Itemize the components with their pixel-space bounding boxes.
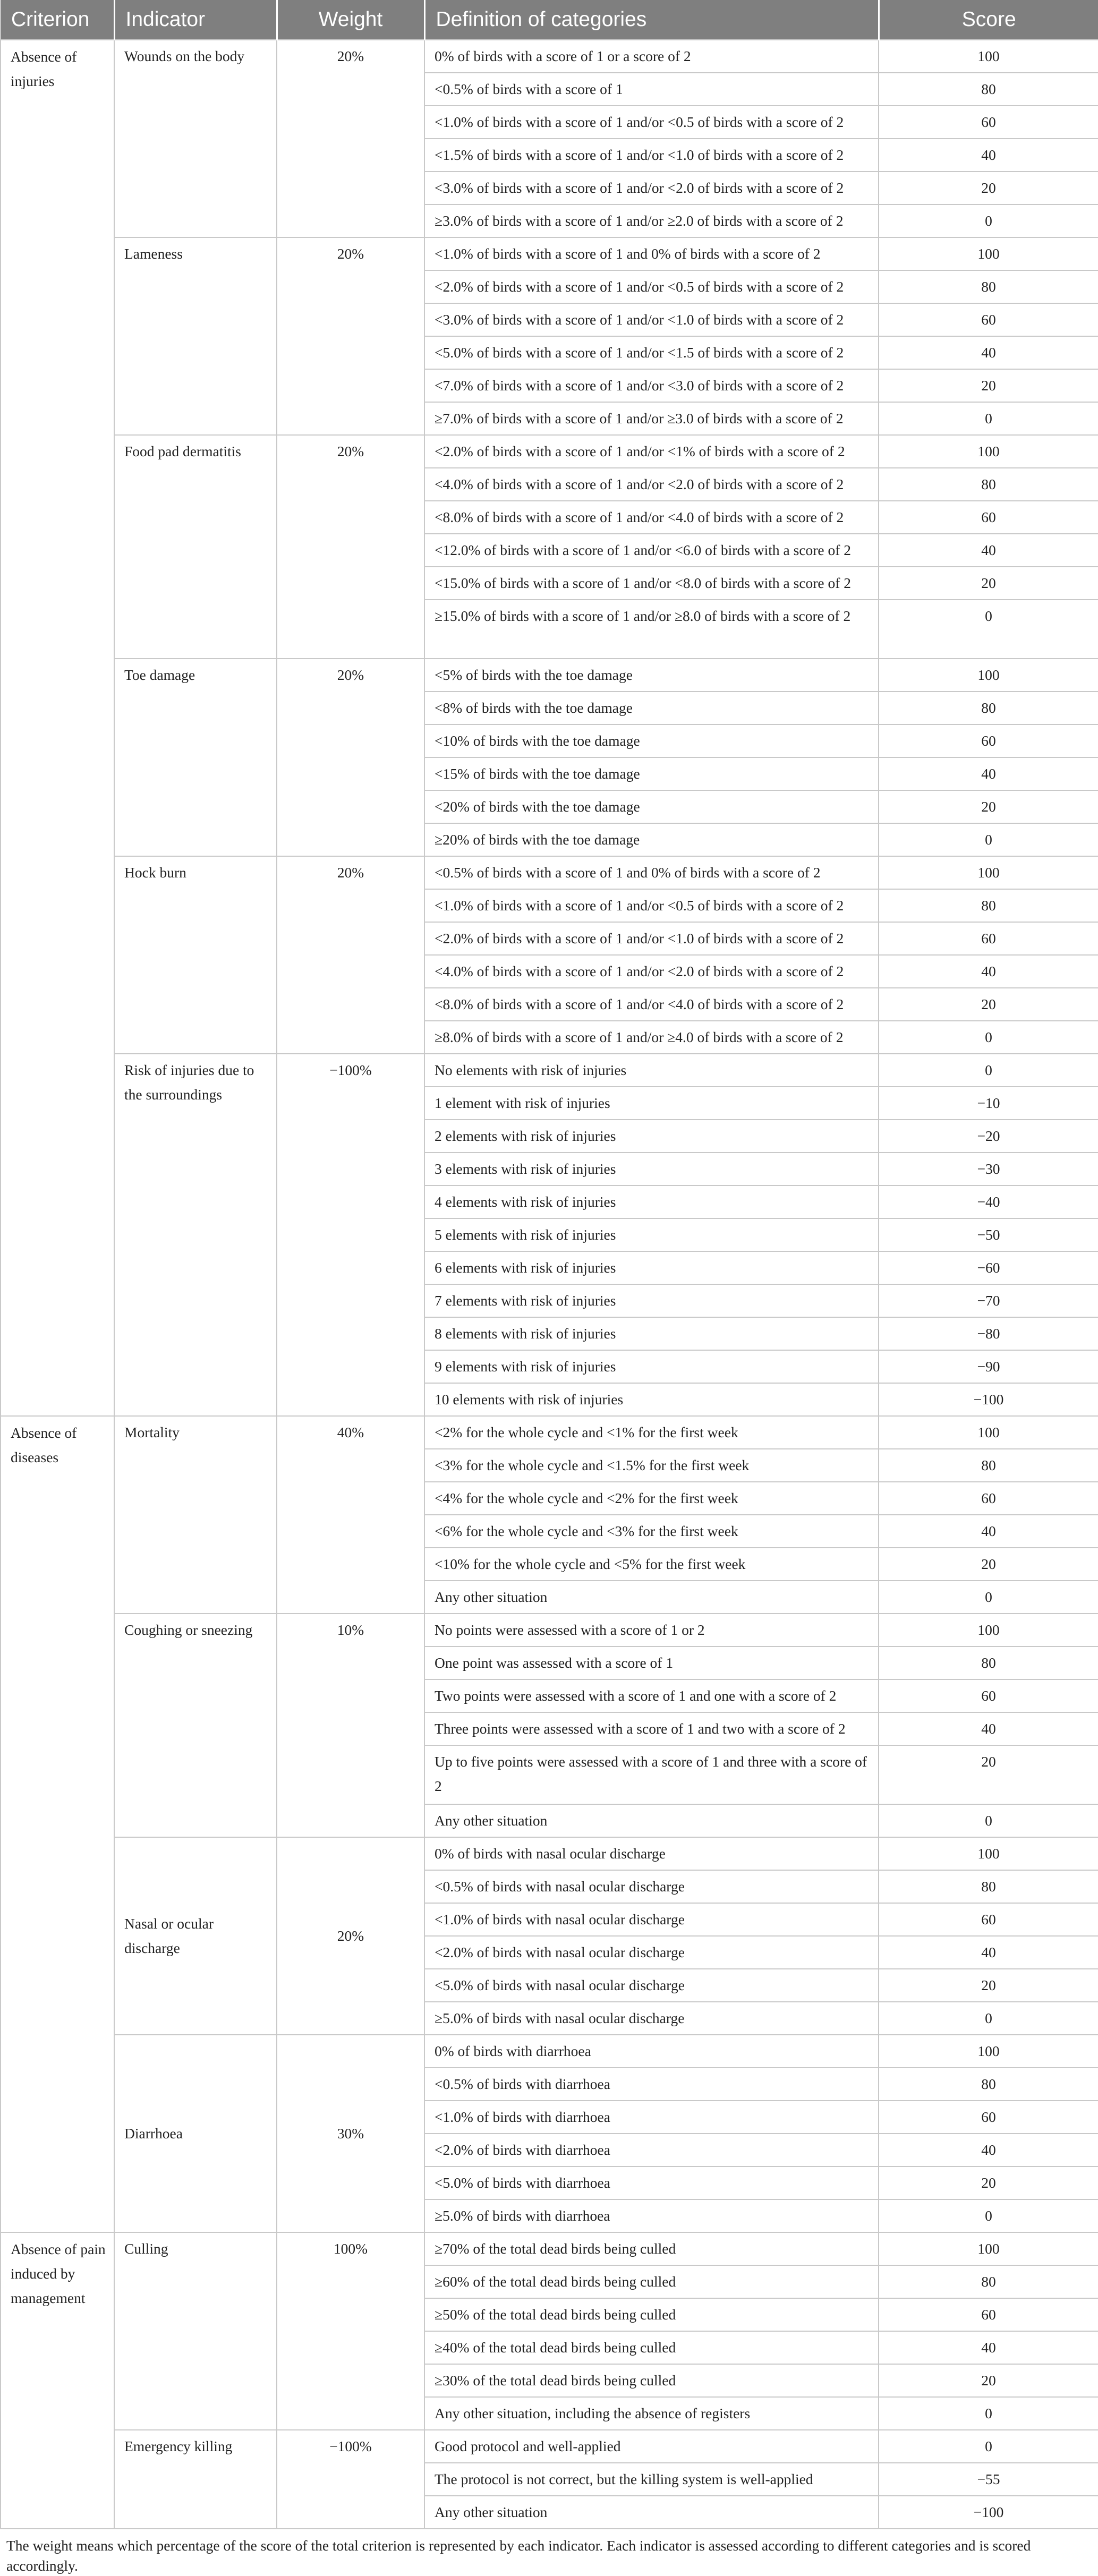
score-cell: 80 bbox=[879, 73, 1098, 106]
score-cell: 20 bbox=[879, 1969, 1098, 2002]
score-cell: 20 bbox=[879, 790, 1098, 823]
indicator-cell: Food pad dermatitis bbox=[114, 435, 277, 659]
header-score: Score bbox=[879, 0, 1098, 40]
definition-cell: <2.0% of birds with a score of 1 and/or <0.5 of birds with a score of 2 bbox=[424, 270, 879, 303]
score-cell: 60 bbox=[879, 303, 1098, 336]
score-cell: 100 bbox=[879, 237, 1098, 270]
score-cell: 60 bbox=[879, 922, 1098, 955]
score-cell: 100 bbox=[879, 2035, 1098, 2068]
score-cell: −20 bbox=[879, 1120, 1098, 1153]
score-cell: 0 bbox=[879, 1021, 1098, 1054]
score-cell: 60 bbox=[879, 1679, 1098, 1712]
weight-cell: 20% bbox=[277, 856, 424, 1054]
criterion-cell: Absence of injuries bbox=[1, 40, 114, 1416]
score-cell: 20 bbox=[879, 369, 1098, 402]
indicator-cell: Coughing or sneezing bbox=[114, 1614, 277, 1837]
indicator-cell: Culling bbox=[114, 2232, 277, 2430]
table-row bbox=[1, 659, 1098, 692]
definition-cell: <5.0% of birds with nasal ocular discharge bbox=[424, 1969, 879, 2002]
weight-cell: 20% bbox=[277, 237, 424, 435]
table-row bbox=[1, 1054, 1098, 1087]
score-cell: 60 bbox=[879, 1903, 1098, 1936]
definition-cell: ≥70% of the total dead birds being culled bbox=[424, 2232, 879, 2265]
score-cell: 80 bbox=[879, 1870, 1098, 1903]
indicator-cell: Toe damage bbox=[114, 659, 277, 856]
score-cell: −90 bbox=[879, 1350, 1098, 1383]
definition-cell: <3.0% of birds with a score of 1 and/or <1.0 of birds with a score of 2 bbox=[424, 303, 879, 336]
definition-cell: <5.0% of birds with diarrhoea bbox=[424, 2166, 879, 2199]
weight-cell: 20% bbox=[277, 659, 424, 856]
header-indicator: Indicator bbox=[114, 0, 277, 40]
table-row bbox=[1, 1416, 1098, 1449]
definition-cell: 7 elements with risk of injuries bbox=[424, 1284, 879, 1317]
table-row bbox=[1, 2430, 1098, 2463]
score-cell: 80 bbox=[879, 889, 1098, 922]
definition-cell: <1.0% of birds with diarrhoea bbox=[424, 2101, 879, 2134]
definition-cell: ≥20% of birds with the toe damage bbox=[424, 823, 879, 856]
table-row bbox=[1, 2232, 1098, 2265]
score-cell: 80 bbox=[879, 468, 1098, 501]
score-cell: 0 bbox=[879, 600, 1098, 659]
table-row bbox=[1, 856, 1098, 889]
criterion-cell: Absence of pain induced by management bbox=[1, 2232, 114, 2529]
weight-cell: 10% bbox=[277, 1614, 424, 1837]
score-cell: 0 bbox=[879, 2430, 1098, 2463]
indicator-cell: Nasal or ocular discharge bbox=[114, 1837, 277, 2035]
weight-cell: −100% bbox=[277, 1054, 424, 1416]
score-cell: 40 bbox=[879, 955, 1098, 988]
definition-cell: The protocol is not correct, but the killing system is well-applied bbox=[424, 2463, 879, 2496]
definition-cell: <10% for the whole cycle and <5% for the first week bbox=[424, 1548, 879, 1581]
definition-cell: <15.0% of birds with a score of 1 and/or <8.0 of birds with a score of 2 bbox=[424, 567, 879, 600]
score-cell: 20 bbox=[879, 567, 1098, 600]
definition-cell: <1.0% of birds with a score of 1 and/or <0.5 of birds with a score of 2 bbox=[424, 106, 879, 139]
score-cell: 40 bbox=[879, 757, 1098, 790]
score-cell: 0 bbox=[879, 1804, 1098, 1837]
weight-cell: 20% bbox=[277, 1837, 424, 2035]
score-cell: 80 bbox=[879, 270, 1098, 303]
score-cell: 0 bbox=[879, 2199, 1098, 2232]
definition-cell: ≥30% of the total dead birds being culled bbox=[424, 2364, 879, 2397]
criterion-cell: Absence of diseases bbox=[1, 1416, 114, 2232]
header-criterion: Criterion bbox=[1, 0, 114, 40]
definition-cell: <0.5% of birds with a score of 1 and 0% of birds with a score of 2 bbox=[424, 856, 879, 889]
weight-cell: 100% bbox=[277, 2232, 424, 2430]
score-cell: 20 bbox=[879, 1548, 1098, 1581]
table-row bbox=[1, 40, 1098, 73]
score-cell: −60 bbox=[879, 1251, 1098, 1284]
score-cell: −70 bbox=[879, 1284, 1098, 1317]
score-cell: 40 bbox=[879, 336, 1098, 369]
score-cell: 100 bbox=[879, 659, 1098, 692]
score-cell: 80 bbox=[879, 2068, 1098, 2101]
table-row bbox=[1, 1837, 1098, 1870]
definition-cell: ≥7.0% of birds with a score of 1 and/or ≥3.0 of birds with a score of 2 bbox=[424, 402, 879, 435]
score-cell: 60 bbox=[879, 2298, 1098, 2331]
indicator-cell: Risk of injuries due to the surroundings bbox=[114, 1054, 277, 1416]
definition-cell: <2% for the whole cycle and <1% for the first week bbox=[424, 1416, 879, 1449]
score-cell: 0 bbox=[879, 1581, 1098, 1614]
definition-cell: <20% of birds with the toe damage bbox=[424, 790, 879, 823]
weight-cell: 30% bbox=[277, 2035, 424, 2232]
score-cell: 60 bbox=[879, 2101, 1098, 2134]
definition-cell: <4.0% of birds with a score of 1 and/or <2.0 of birds with a score of 2 bbox=[424, 468, 879, 501]
weight-cell: 40% bbox=[277, 1416, 424, 1614]
weight-cell: −100% bbox=[277, 2430, 424, 2529]
definition-cell: <5.0% of birds with a score of 1 and/or <1.5 of birds with a score of 2 bbox=[424, 336, 879, 369]
score-cell: 80 bbox=[879, 1449, 1098, 1482]
definition-cell: <12.0% of birds with a score of 1 and/or <6.0 of birds with a score of 2 bbox=[424, 534, 879, 567]
definition-cell: <2.0% of birds with a score of 1 and/or <1% of birds with a score of 2 bbox=[424, 435, 879, 468]
definition-cell: 0% of birds with nasal ocular discharge bbox=[424, 1837, 879, 1870]
score-cell: 40 bbox=[879, 1515, 1098, 1548]
definition-cell: ≥60% of the total dead birds being culled bbox=[424, 2265, 879, 2298]
score-cell: 60 bbox=[879, 724, 1098, 757]
definition-cell: <10% of birds with the toe damage bbox=[424, 724, 879, 757]
definition-cell: <1.0% of birds with a score of 1 and 0% of birds with a score of 2 bbox=[424, 237, 879, 270]
definition-cell: <8.0% of birds with a score of 1 and/or <4.0 of birds with a score of 2 bbox=[424, 988, 879, 1021]
definition-cell: <5% of birds with the toe damage bbox=[424, 659, 879, 692]
definition-cell: 9 elements with risk of injuries bbox=[424, 1350, 879, 1383]
score-cell: 40 bbox=[879, 534, 1098, 567]
table-row bbox=[1, 237, 1098, 270]
definition-cell: <8.0% of birds with a score of 1 and/or <4.0 of birds with a score of 2 bbox=[424, 501, 879, 534]
definition-cell: ≥3.0% of birds with a score of 1 and/or ≥2.0 of birds with a score of 2 bbox=[424, 204, 879, 237]
score-cell: −50 bbox=[879, 1218, 1098, 1251]
score-cell: 100 bbox=[879, 1837, 1098, 1870]
indicator-cell: Hock burn bbox=[114, 856, 277, 1054]
definition-cell: ≥50% of the total dead birds being culled bbox=[424, 2298, 879, 2331]
score-cell: 40 bbox=[879, 1712, 1098, 1745]
definition-cell: <3% for the whole cycle and <1.5% for the first week bbox=[424, 1449, 879, 1482]
definition-cell: <4.0% of birds with a score of 1 and/or <2.0 of birds with a score of 2 bbox=[424, 955, 879, 988]
score-cell: 100 bbox=[879, 1416, 1098, 1449]
definition-cell: <2.0% of birds with nasal ocular discharge bbox=[424, 1936, 879, 1969]
definition-cell: ≥5.0% of birds with nasal ocular discharge bbox=[424, 2002, 879, 2035]
score-cell: 80 bbox=[879, 1647, 1098, 1679]
definition-cell: <6% for the whole cycle and <3% for the first week bbox=[424, 1515, 879, 1548]
definition-cell: <1.0% of birds with nasal ocular discharge bbox=[424, 1903, 879, 1936]
score-cell: 60 bbox=[879, 1482, 1098, 1515]
weight-cell: 20% bbox=[277, 40, 424, 237]
score-cell: 0 bbox=[879, 204, 1098, 237]
score-cell: 40 bbox=[879, 139, 1098, 172]
score-cell: 80 bbox=[879, 2265, 1098, 2298]
header-weight: Weight bbox=[277, 0, 424, 40]
header-definition: Definition of categories bbox=[424, 0, 879, 40]
definition-cell: No elements with risk of injuries bbox=[424, 1054, 879, 1087]
definition-cell: 6 elements with risk of injuries bbox=[424, 1251, 879, 1284]
indicator-cell: Diarrhoea bbox=[114, 2035, 277, 2232]
definition-cell: <4% for the whole cycle and <2% for the first week bbox=[424, 1482, 879, 1515]
score-cell: 40 bbox=[879, 2331, 1098, 2364]
definition-cell: Three points were assessed with a score of 1 and two with a score of 2 bbox=[424, 1712, 879, 1745]
definition-cell: Any other situation bbox=[424, 1804, 879, 1837]
definition-cell: <3.0% of birds with a score of 1 and/or <2.0 of birds with a score of 2 bbox=[424, 172, 879, 204]
definition-cell: 1 element with risk of injuries bbox=[424, 1087, 879, 1120]
definition-cell: 5 elements with risk of injuries bbox=[424, 1218, 879, 1251]
score-cell: 0 bbox=[879, 2397, 1098, 2430]
score-cell: 20 bbox=[879, 1745, 1098, 1804]
definition-cell: ≥8.0% of birds with a score of 1 and/or ≥4.0 of birds with a score of 2 bbox=[424, 1021, 879, 1054]
score-cell: −55 bbox=[879, 2463, 1098, 2496]
definition-cell: ≥40% of the total dead birds being culled bbox=[424, 2331, 879, 2364]
score-cell: 100 bbox=[879, 40, 1098, 73]
definition-cell: One point was assessed with a score of 1 bbox=[424, 1647, 879, 1679]
definition-cell: 0% of birds with a score of 1 or a score of 2 bbox=[424, 40, 879, 73]
indicator-cell: Mortality bbox=[114, 1416, 277, 1614]
definition-cell: <0.5% of birds with diarrhoea bbox=[424, 2068, 879, 2101]
score-cell: 20 bbox=[879, 988, 1098, 1021]
definition-cell: <1.5% of birds with a score of 1 and/or <1.0 of birds with a score of 2 bbox=[424, 139, 879, 172]
score-cell: −100 bbox=[879, 1383, 1098, 1416]
definition-cell: 4 elements with risk of injuries bbox=[424, 1185, 879, 1218]
score-cell: −100 bbox=[879, 2496, 1098, 2529]
table-row bbox=[1, 2035, 1098, 2068]
indicator-cell: Lameness bbox=[114, 237, 277, 435]
definition-cell: Any other situation bbox=[424, 1581, 879, 1614]
definition-cell: <2.0% of birds with diarrhoea bbox=[424, 2134, 879, 2166]
score-cell: −40 bbox=[879, 1185, 1098, 1218]
score-cell: 100 bbox=[879, 856, 1098, 889]
definition-cell: <0.5% of birds with a score of 1 bbox=[424, 73, 879, 106]
table-footnote: The weight means which percentage of the score of the total criterion is represented by each indicator. Each indicator is assessed according to different categories and is scored accordingly. bbox=[6, 2537, 1031, 2574]
definition-cell: Any other situation bbox=[424, 2496, 879, 2529]
score-cell: 60 bbox=[879, 501, 1098, 534]
score-cell: 100 bbox=[879, 2232, 1098, 2265]
definition-cell: <2.0% of birds with a score of 1 and/or <1.0 of birds with a score of 2 bbox=[424, 922, 879, 955]
score-cell: 20 bbox=[879, 2166, 1098, 2199]
table-body bbox=[1, 40, 1098, 2529]
score-cell: 0 bbox=[879, 402, 1098, 435]
definition-cell: Two points were assessed with a score of 1 and one with a score of 2 bbox=[424, 1679, 879, 1712]
table-row bbox=[1, 1614, 1098, 1647]
definition-cell: 8 elements with risk of injuries bbox=[424, 1317, 879, 1350]
score-cell: −30 bbox=[879, 1153, 1098, 1185]
score-cell: 0 bbox=[879, 2002, 1098, 2035]
definition-cell: <8% of birds with the toe damage bbox=[424, 692, 879, 724]
definition-cell: <7.0% of birds with a score of 1 and/or <3.0 of birds with a score of 2 bbox=[424, 369, 879, 402]
definition-cell: ≥15.0% of birds with a score of 1 and/or ≥8.0 of birds with a score of 2 bbox=[424, 600, 879, 659]
definition-cell: 2 elements with risk of injuries bbox=[424, 1120, 879, 1153]
definition-cell: 10 elements with risk of injuries bbox=[424, 1383, 879, 1416]
definition-cell: <15% of birds with the toe damage bbox=[424, 757, 879, 790]
indicator-cell: Emergency killing bbox=[114, 2430, 277, 2529]
definition-cell: 3 elements with risk of injuries bbox=[424, 1153, 879, 1185]
score-cell: 60 bbox=[879, 106, 1098, 139]
definition-cell: Up to five points were assessed with a score of 1 and three with a score of 2 bbox=[424, 1745, 879, 1804]
definition-cell: ≥5.0% of birds with diarrhoea bbox=[424, 2199, 879, 2232]
definition-cell: 0% of birds with diarrhoea bbox=[424, 2035, 879, 2068]
score-cell: 20 bbox=[879, 172, 1098, 204]
score-cell: 40 bbox=[879, 2134, 1098, 2166]
definition-cell: Good protocol and well-applied bbox=[424, 2430, 879, 2463]
score-cell: 0 bbox=[879, 1054, 1098, 1087]
score-cell: 40 bbox=[879, 1936, 1098, 1969]
score-cell: 100 bbox=[879, 1614, 1098, 1647]
score-cell: 80 bbox=[879, 692, 1098, 724]
definition-cell: <1.0% of birds with a score of 1 and/or <0.5 of birds with a score of 2 bbox=[424, 889, 879, 922]
weight-cell: 20% bbox=[277, 435, 424, 659]
indicator-cell: Wounds on the body bbox=[114, 40, 277, 237]
definition-cell: Any other situation, including the absence of registers bbox=[424, 2397, 879, 2430]
definition-cell: No points were assessed with a score of 1 or 2 bbox=[424, 1614, 879, 1647]
score-cell: 20 bbox=[879, 2364, 1098, 2397]
table-row bbox=[1, 435, 1098, 468]
score-cell: −80 bbox=[879, 1317, 1098, 1350]
score-cell: 0 bbox=[879, 823, 1098, 856]
definition-cell: <0.5% of birds with nasal ocular discharge bbox=[424, 1870, 879, 1903]
score-cell: 100 bbox=[879, 435, 1098, 468]
table-header-row bbox=[1, 0, 1098, 40]
score-cell: −10 bbox=[879, 1087, 1098, 1120]
